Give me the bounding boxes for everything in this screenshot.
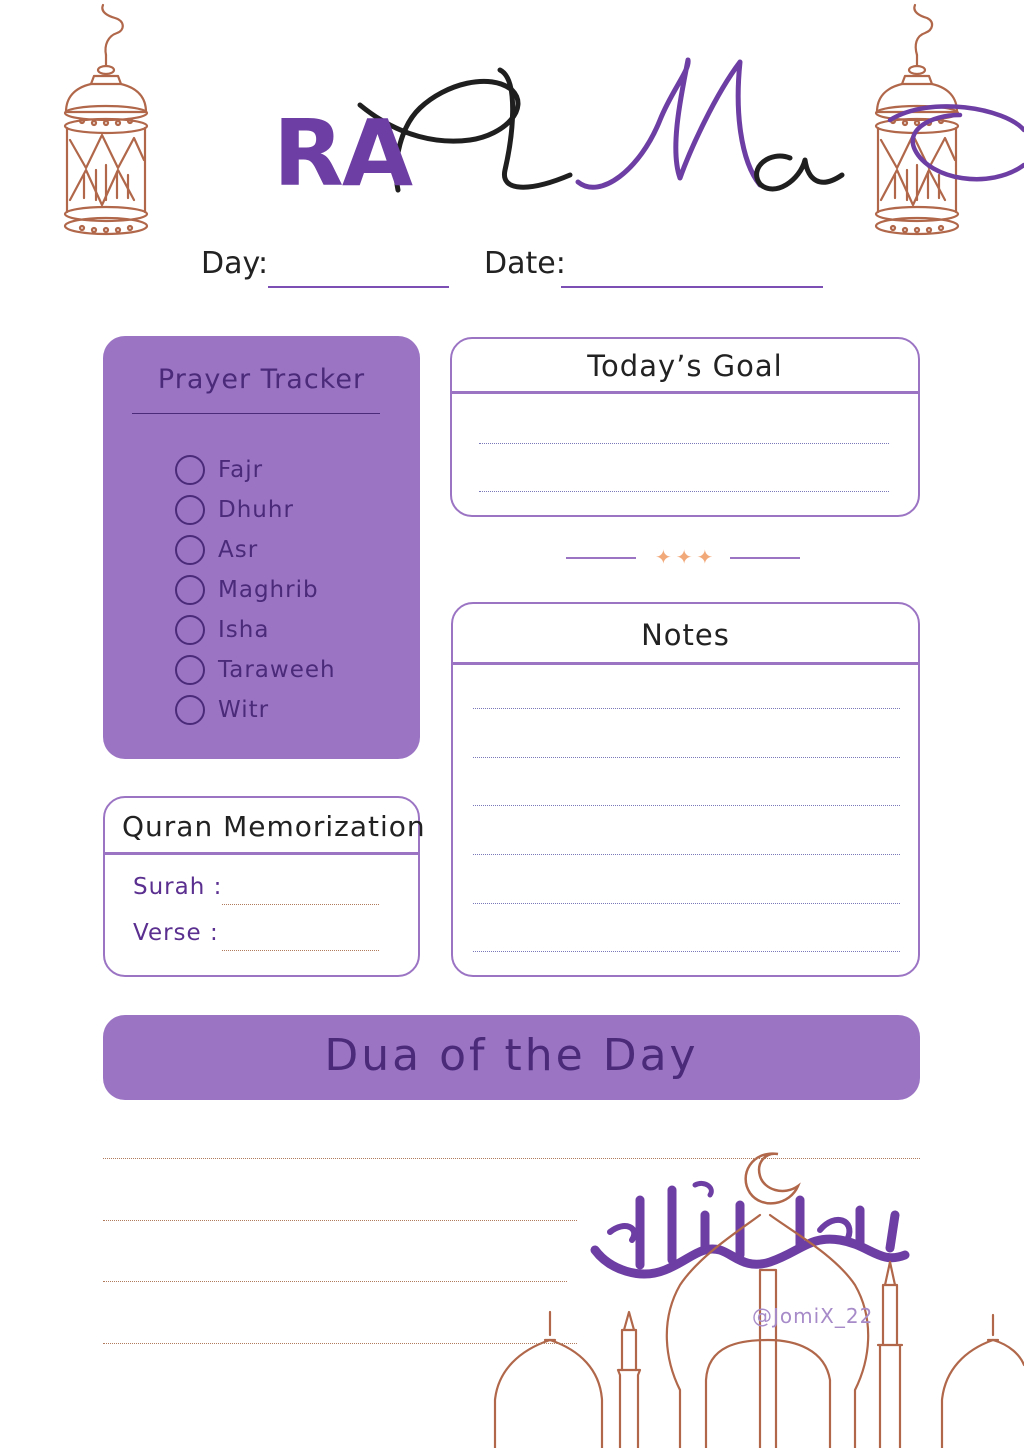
notes-title: Notes [641, 618, 730, 652]
checkbox-circle-icon[interactable] [175, 695, 205, 725]
prayer-tracker-card [103, 336, 420, 759]
prayer-label: Witr [218, 697, 270, 723]
verse-label: Verse : [133, 920, 219, 946]
prayer-tracker-divider [132, 413, 380, 414]
checkbox-circle-icon[interactable] [175, 575, 205, 605]
prayer-tracker-title: Prayer Tracker [157, 364, 366, 395]
author-credit: @JomiX_22 [752, 1304, 874, 1328]
date-label: Date: [484, 246, 566, 281]
checkbox-circle-icon[interactable] [175, 615, 205, 645]
checkbox-circle-icon[interactable] [175, 535, 205, 565]
quran-memorization-card [103, 796, 426, 977]
dua-writing-line[interactable] [103, 1220, 577, 1221]
ornament-line-right [730, 557, 800, 559]
prayer-label: Maghrib [218, 577, 319, 603]
notes-writing-line[interactable] [473, 854, 900, 855]
goal-writing-line[interactable] [479, 491, 889, 492]
prayer-item-fajr[interactable] [175, 450, 405, 490]
checkbox-circle-icon[interactable] [175, 455, 205, 485]
verse-writing-line[interactable] [222, 950, 379, 951]
quran-memorization-divider [105, 852, 418, 855]
prayer-item-isha[interactable] [175, 610, 405, 650]
prayer-list [175, 450, 405, 730]
notes-card [451, 602, 920, 977]
checkbox-circle-icon[interactable] [175, 495, 205, 525]
mosque-outline-icon [495, 1215, 1024, 1448]
prayer-label: Dhuhr [218, 497, 294, 523]
notes-writing-line[interactable] [473, 951, 900, 952]
ornament-line-left [566, 557, 636, 559]
sparkle-stars-icon: ✦✦✦ [655, 545, 718, 569]
dua-of-the-day-banner [103, 1015, 920, 1100]
todays-goal-title: Today’s Goal [587, 349, 783, 383]
page-title-bold: RA [273, 100, 412, 207]
notes-writing-line[interactable] [473, 757, 900, 758]
prayer-label: Asr [218, 537, 259, 563]
notes-writing-line[interactable] [473, 903, 900, 904]
prayer-label: Taraweeh [218, 657, 336, 683]
script-title-strokes [360, 60, 1024, 190]
notes-divider [453, 662, 918, 665]
dua-writing-line[interactable] [103, 1281, 567, 1282]
prayer-item-maghrib[interactable] [175, 570, 405, 610]
prayer-item-asr[interactable] [175, 530, 405, 570]
crescent-icon [746, 1154, 798, 1204]
surah-writing-line[interactable] [222, 904, 379, 905]
prayer-label: Isha [218, 617, 270, 643]
todays-goal-card [450, 337, 920, 517]
left-lantern-icon [65, 5, 147, 234]
dua-writing-line[interactable] [103, 1343, 577, 1344]
day-label: Day: [201, 246, 269, 281]
date-input-line[interactable] [561, 286, 823, 288]
quran-memorization-title: Quran Memorization [122, 810, 426, 843]
day-input-line[interactable] [268, 286, 449, 288]
checkbox-circle-icon[interactable] [175, 655, 205, 685]
prayer-item-dhuhr[interactable] [175, 490, 405, 530]
notes-writing-line[interactable] [473, 708, 900, 709]
ramadan-calligraphy-icon [595, 1183, 905, 1273]
prayer-label: Fajr [218, 457, 264, 483]
prayer-item-taraweeh[interactable] [175, 650, 405, 690]
todays-goal-divider [452, 391, 918, 394]
surah-label: Surah : [133, 874, 223, 900]
dua-writing-line[interactable] [103, 1158, 920, 1159]
prayer-item-witr[interactable] [175, 690, 405, 730]
goal-writing-line[interactable] [479, 443, 889, 444]
right-lantern-icon [876, 5, 958, 234]
dua-of-the-day-title: Dua of the Day [324, 1030, 699, 1081]
notes-writing-line[interactable] [473, 805, 900, 806]
